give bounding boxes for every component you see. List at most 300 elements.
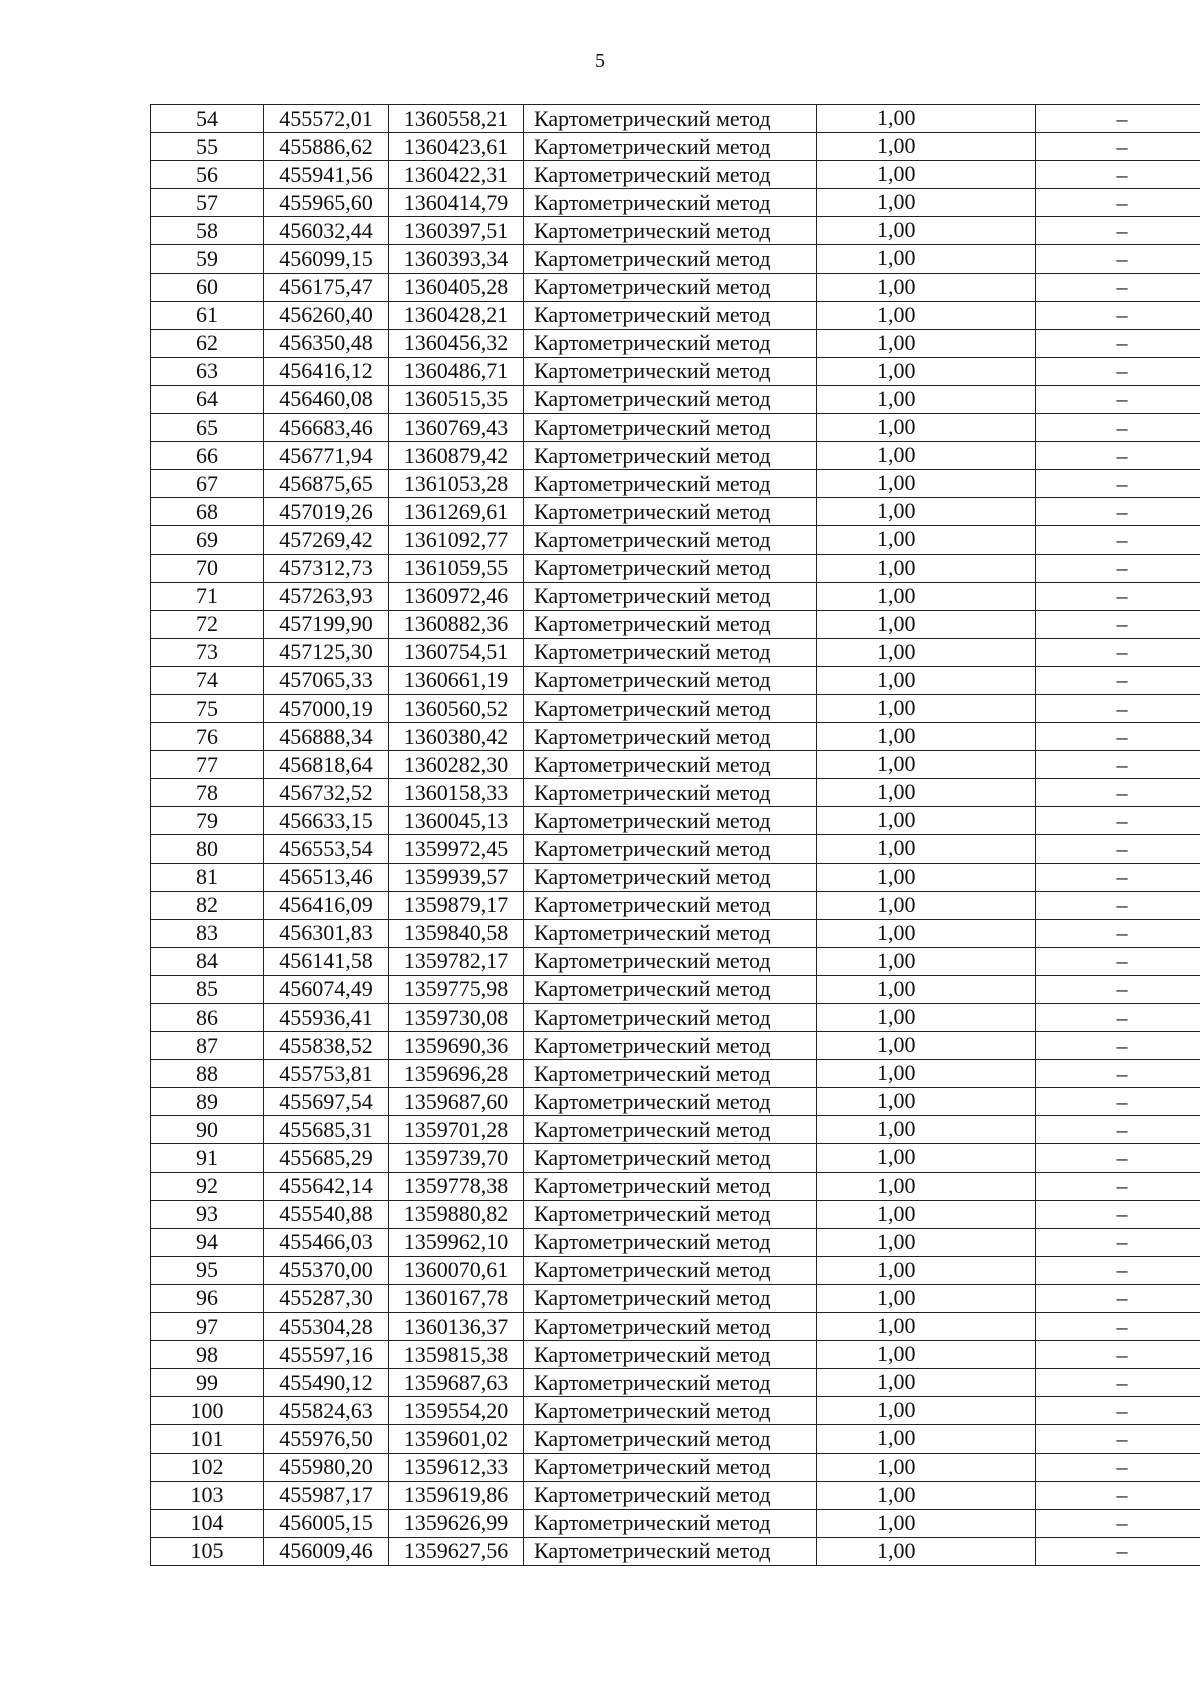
x-coordinate-cell: 455304,28 bbox=[264, 1313, 389, 1341]
point-number-cell: 101 bbox=[151, 1425, 264, 1453]
page-number: 5 bbox=[595, 50, 605, 72]
point-number-cell: 99 bbox=[151, 1369, 264, 1397]
point-number-cell: 78 bbox=[151, 779, 264, 807]
method-cell: Картометрический метод bbox=[524, 807, 817, 835]
x-coordinate-cell: 457065,33 bbox=[264, 666, 389, 694]
y-coordinate-cell: 1360972,46 bbox=[389, 582, 524, 610]
table-row bbox=[151, 891, 1200, 919]
method-cell: Картометрический метод bbox=[524, 1341, 817, 1369]
x-coordinate-cell: 455936,41 bbox=[264, 1004, 389, 1032]
table-row bbox=[151, 1369, 1200, 1397]
description-cell: – bbox=[1036, 442, 1200, 470]
description-cell: – bbox=[1036, 470, 1200, 498]
method-cell: Картометрический метод bbox=[524, 1481, 817, 1509]
accuracy-cell: 1,00 bbox=[817, 554, 1036, 582]
x-coordinate-cell: 455886,62 bbox=[264, 133, 389, 161]
method-cell: Картометрический метод bbox=[524, 1537, 817, 1565]
method-cell: Картометрический метод bbox=[524, 919, 817, 947]
x-coordinate-cell: 455753,81 bbox=[264, 1060, 389, 1088]
description-cell: – bbox=[1036, 1453, 1200, 1481]
method-cell: Картометрический метод bbox=[524, 1228, 817, 1256]
y-coordinate-cell: 1360405,28 bbox=[389, 273, 524, 301]
table-row bbox=[151, 723, 1200, 751]
y-coordinate-cell: 1360167,78 bbox=[389, 1284, 524, 1312]
x-coordinate-cell: 455838,52 bbox=[264, 1032, 389, 1060]
description-cell: – bbox=[1036, 975, 1200, 1003]
method-cell: Картометрический метод bbox=[524, 863, 817, 891]
accuracy-cell: 1,00 bbox=[817, 723, 1036, 751]
y-coordinate-cell: 1359880,82 bbox=[389, 1200, 524, 1228]
method-cell: Картометрический метод bbox=[524, 835, 817, 863]
method-cell: Картометрический метод bbox=[524, 1144, 817, 1172]
table-row bbox=[151, 133, 1200, 161]
y-coordinate-cell: 1359627,56 bbox=[389, 1537, 524, 1565]
method-cell: Картометрический метод bbox=[524, 1060, 817, 1088]
description-cell: – bbox=[1036, 105, 1200, 133]
method-cell: Картометрический метод bbox=[524, 470, 817, 498]
accuracy-cell: 1,00 bbox=[817, 245, 1036, 273]
y-coordinate-cell: 1360380,42 bbox=[389, 723, 524, 751]
accuracy-cell: 1,00 bbox=[817, 1200, 1036, 1228]
point-number-cell: 100 bbox=[151, 1397, 264, 1425]
x-coordinate-cell: 455370,00 bbox=[264, 1256, 389, 1284]
y-coordinate-cell: 1359696,28 bbox=[389, 1060, 524, 1088]
x-coordinate-cell: 455685,31 bbox=[264, 1116, 389, 1144]
method-cell: Картометрический метод bbox=[524, 1284, 817, 1312]
x-coordinate-cell: 455466,03 bbox=[264, 1228, 389, 1256]
y-coordinate-cell: 1359619,86 bbox=[389, 1481, 524, 1509]
y-coordinate-cell: 1360070,61 bbox=[389, 1256, 524, 1284]
x-coordinate-cell: 456416,12 bbox=[264, 357, 389, 385]
table-row bbox=[151, 779, 1200, 807]
method-cell: Картометрический метод bbox=[524, 1509, 817, 1537]
table-row bbox=[151, 273, 1200, 301]
point-number-cell: 61 bbox=[151, 301, 264, 329]
description-cell: – bbox=[1036, 582, 1200, 610]
x-coordinate-cell: 455941,56 bbox=[264, 161, 389, 189]
description-cell: – bbox=[1036, 1425, 1200, 1453]
x-coordinate-cell: 455287,30 bbox=[264, 1284, 389, 1312]
accuracy-cell: 1,00 bbox=[817, 1228, 1036, 1256]
point-number-cell: 75 bbox=[151, 694, 264, 722]
x-coordinate-cell: 456416,09 bbox=[264, 891, 389, 919]
description-cell: – bbox=[1036, 666, 1200, 694]
y-coordinate-cell: 1360397,51 bbox=[389, 217, 524, 245]
description-cell: – bbox=[1036, 414, 1200, 442]
accuracy-cell: 1,00 bbox=[817, 1116, 1036, 1144]
point-number-cell: 94 bbox=[151, 1228, 264, 1256]
point-number-cell: 69 bbox=[151, 526, 264, 554]
point-number-cell: 54 bbox=[151, 105, 264, 133]
x-coordinate-cell: 456074,49 bbox=[264, 975, 389, 1003]
accuracy-cell: 1,00 bbox=[817, 751, 1036, 779]
table-row bbox=[151, 807, 1200, 835]
description-cell: – bbox=[1036, 751, 1200, 779]
y-coordinate-cell: 1359775,98 bbox=[389, 975, 524, 1003]
y-coordinate-cell: 1360515,35 bbox=[389, 385, 524, 413]
y-coordinate-cell: 1361059,55 bbox=[389, 554, 524, 582]
y-coordinate-cell: 1360879,42 bbox=[389, 442, 524, 470]
x-coordinate-cell: 455685,29 bbox=[264, 1144, 389, 1172]
method-cell: Картометрический метод bbox=[524, 891, 817, 919]
description-cell: – bbox=[1036, 610, 1200, 638]
point-number-cell: 66 bbox=[151, 442, 264, 470]
description-cell: – bbox=[1036, 498, 1200, 526]
accuracy-cell: 1,00 bbox=[817, 694, 1036, 722]
table-row bbox=[151, 217, 1200, 245]
x-coordinate-cell: 456888,34 bbox=[264, 723, 389, 751]
accuracy-cell: 1,00 bbox=[817, 947, 1036, 975]
table-row bbox=[151, 105, 1200, 133]
point-number-cell: 64 bbox=[151, 385, 264, 413]
point-number-cell: 95 bbox=[151, 1256, 264, 1284]
x-coordinate-cell: 456032,44 bbox=[264, 217, 389, 245]
description-cell: – bbox=[1036, 329, 1200, 357]
table-row bbox=[151, 442, 1200, 470]
x-coordinate-cell: 455980,20 bbox=[264, 1453, 389, 1481]
y-coordinate-cell: 1360282,30 bbox=[389, 751, 524, 779]
x-coordinate-cell: 455987,17 bbox=[264, 1481, 389, 1509]
table-row bbox=[151, 301, 1200, 329]
accuracy-cell: 1,00 bbox=[817, 1509, 1036, 1537]
table-row bbox=[151, 1228, 1200, 1256]
accuracy-cell: 1,00 bbox=[817, 1425, 1036, 1453]
table-row bbox=[151, 1425, 1200, 1453]
method-cell: Картометрический метод bbox=[524, 947, 817, 975]
x-coordinate-cell: 456460,08 bbox=[264, 385, 389, 413]
y-coordinate-cell: 1359687,60 bbox=[389, 1088, 524, 1116]
x-coordinate-cell: 457125,30 bbox=[264, 638, 389, 666]
accuracy-cell: 1,00 bbox=[817, 470, 1036, 498]
x-coordinate-cell: 457019,26 bbox=[264, 498, 389, 526]
x-coordinate-cell: 457263,93 bbox=[264, 582, 389, 610]
table-row bbox=[151, 470, 1200, 498]
y-coordinate-cell: 1359939,57 bbox=[389, 863, 524, 891]
table-row bbox=[151, 638, 1200, 666]
x-coordinate-cell: 455642,14 bbox=[264, 1172, 389, 1200]
point-number-cell: 83 bbox=[151, 919, 264, 947]
table-row bbox=[151, 245, 1200, 273]
description-cell: – bbox=[1036, 1481, 1200, 1509]
method-cell: Картометрический метод bbox=[524, 779, 817, 807]
table-row bbox=[151, 863, 1200, 891]
method-cell: Картометрический метод bbox=[524, 1397, 817, 1425]
y-coordinate-cell: 1359554,20 bbox=[389, 1397, 524, 1425]
accuracy-cell: 1,00 bbox=[817, 442, 1036, 470]
accuracy-cell: 1,00 bbox=[817, 1369, 1036, 1397]
description-cell: – bbox=[1036, 694, 1200, 722]
accuracy-cell: 1,00 bbox=[817, 329, 1036, 357]
coordinates-table bbox=[150, 104, 1200, 1566]
x-coordinate-cell: 456009,46 bbox=[264, 1537, 389, 1565]
description-cell: – bbox=[1036, 723, 1200, 751]
point-number-cell: 67 bbox=[151, 470, 264, 498]
x-coordinate-cell: 455597,16 bbox=[264, 1341, 389, 1369]
description-cell: – bbox=[1036, 807, 1200, 835]
table-row bbox=[151, 161, 1200, 189]
description-cell: – bbox=[1036, 1313, 1200, 1341]
x-coordinate-cell: 457312,73 bbox=[264, 554, 389, 582]
method-cell: Картометрический метод bbox=[524, 189, 817, 217]
point-number-cell: 85 bbox=[151, 975, 264, 1003]
accuracy-cell: 1,00 bbox=[817, 779, 1036, 807]
table-row bbox=[151, 919, 1200, 947]
point-number-cell: 97 bbox=[151, 1313, 264, 1341]
table-row bbox=[151, 1481, 1200, 1509]
x-coordinate-cell: 457000,19 bbox=[264, 694, 389, 722]
y-coordinate-cell: 1359782,17 bbox=[389, 947, 524, 975]
description-cell: – bbox=[1036, 357, 1200, 385]
description-cell: – bbox=[1036, 1256, 1200, 1284]
y-coordinate-cell: 1361092,77 bbox=[389, 526, 524, 554]
method-cell: Картометрический метод bbox=[524, 666, 817, 694]
x-coordinate-cell: 456683,46 bbox=[264, 414, 389, 442]
x-coordinate-cell: 456732,52 bbox=[264, 779, 389, 807]
point-number-cell: 71 bbox=[151, 582, 264, 610]
table-row bbox=[151, 1032, 1200, 1060]
x-coordinate-cell: 456818,64 bbox=[264, 751, 389, 779]
method-cell: Картометрический метод bbox=[524, 638, 817, 666]
y-coordinate-cell: 1359972,45 bbox=[389, 835, 524, 863]
table-row bbox=[151, 414, 1200, 442]
description-cell: – bbox=[1036, 1200, 1200, 1228]
description-cell: – bbox=[1036, 919, 1200, 947]
x-coordinate-cell: 455965,60 bbox=[264, 189, 389, 217]
description-cell: – bbox=[1036, 217, 1200, 245]
method-cell: Картометрический метод bbox=[524, 1032, 817, 1060]
table-row bbox=[151, 1341, 1200, 1369]
y-coordinate-cell: 1360422,31 bbox=[389, 161, 524, 189]
method-cell: Картометрический метод bbox=[524, 1425, 817, 1453]
method-cell: Картометрический метод bbox=[524, 161, 817, 189]
table-row bbox=[151, 357, 1200, 385]
table-row bbox=[151, 1200, 1200, 1228]
table-row bbox=[151, 1256, 1200, 1284]
point-number-cell: 76 bbox=[151, 723, 264, 751]
y-coordinate-cell: 1359879,17 bbox=[389, 891, 524, 919]
point-number-cell: 84 bbox=[151, 947, 264, 975]
point-number-cell: 96 bbox=[151, 1284, 264, 1312]
table-row bbox=[151, 554, 1200, 582]
point-number-cell: 74 bbox=[151, 666, 264, 694]
point-number-cell: 89 bbox=[151, 1088, 264, 1116]
point-number-cell: 56 bbox=[151, 161, 264, 189]
accuracy-cell: 1,00 bbox=[817, 1397, 1036, 1425]
description-cell: – bbox=[1036, 947, 1200, 975]
accuracy-cell: 1,00 bbox=[817, 301, 1036, 329]
point-number-cell: 103 bbox=[151, 1481, 264, 1509]
x-coordinate-cell: 456771,94 bbox=[264, 442, 389, 470]
accuracy-cell: 1,00 bbox=[817, 133, 1036, 161]
y-coordinate-cell: 1359840,58 bbox=[389, 919, 524, 947]
y-coordinate-cell: 1360754,51 bbox=[389, 638, 524, 666]
accuracy-cell: 1,00 bbox=[817, 1537, 1036, 1565]
point-number-cell: 79 bbox=[151, 807, 264, 835]
x-coordinate-cell: 456513,46 bbox=[264, 863, 389, 891]
point-number-cell: 81 bbox=[151, 863, 264, 891]
accuracy-cell: 1,00 bbox=[817, 975, 1036, 1003]
description-cell: – bbox=[1036, 1369, 1200, 1397]
x-coordinate-cell: 455824,63 bbox=[264, 1397, 389, 1425]
y-coordinate-cell: 1360393,34 bbox=[389, 245, 524, 273]
table-row bbox=[151, 329, 1200, 357]
method-cell: Картометрический метод bbox=[524, 245, 817, 273]
point-number-cell: 68 bbox=[151, 498, 264, 526]
y-coordinate-cell: 1359701,28 bbox=[389, 1116, 524, 1144]
point-number-cell: 80 bbox=[151, 835, 264, 863]
y-coordinate-cell: 1360882,36 bbox=[389, 610, 524, 638]
method-cell: Картометрический метод bbox=[524, 301, 817, 329]
point-number-cell: 73 bbox=[151, 638, 264, 666]
table-row bbox=[151, 1116, 1200, 1144]
accuracy-cell: 1,00 bbox=[817, 1481, 1036, 1509]
point-number-cell: 92 bbox=[151, 1172, 264, 1200]
accuracy-cell: 1,00 bbox=[817, 835, 1036, 863]
description-cell: – bbox=[1036, 1088, 1200, 1116]
description-cell: – bbox=[1036, 1172, 1200, 1200]
y-coordinate-cell: 1359626,99 bbox=[389, 1509, 524, 1537]
method-cell: Картометрический метод bbox=[524, 526, 817, 554]
point-number-cell: 91 bbox=[151, 1144, 264, 1172]
accuracy-cell: 1,00 bbox=[817, 357, 1036, 385]
accuracy-cell: 1,00 bbox=[817, 498, 1036, 526]
description-cell: – bbox=[1036, 1060, 1200, 1088]
point-number-cell: 58 bbox=[151, 217, 264, 245]
accuracy-cell: 1,00 bbox=[817, 161, 1036, 189]
accuracy-cell: 1,00 bbox=[817, 1313, 1036, 1341]
method-cell: Картометрический метод bbox=[524, 751, 817, 779]
description-cell: – bbox=[1036, 161, 1200, 189]
accuracy-cell: 1,00 bbox=[817, 582, 1036, 610]
x-coordinate-cell: 456553,54 bbox=[264, 835, 389, 863]
description-cell: – bbox=[1036, 1144, 1200, 1172]
method-cell: Картометрический метод bbox=[524, 582, 817, 610]
x-coordinate-cell: 456260,40 bbox=[264, 301, 389, 329]
point-number-cell: 102 bbox=[151, 1453, 264, 1481]
table-row bbox=[151, 526, 1200, 554]
method-cell: Картометрический метод bbox=[524, 329, 817, 357]
point-number-cell: 93 bbox=[151, 1200, 264, 1228]
x-coordinate-cell: 456875,65 bbox=[264, 470, 389, 498]
table-row bbox=[151, 1284, 1200, 1312]
accuracy-cell: 1,00 bbox=[817, 1088, 1036, 1116]
method-cell: Картометрический метод bbox=[524, 1256, 817, 1284]
accuracy-cell: 1,00 bbox=[817, 273, 1036, 301]
table-row bbox=[151, 1453, 1200, 1481]
x-coordinate-cell: 456350,48 bbox=[264, 329, 389, 357]
point-number-cell: 57 bbox=[151, 189, 264, 217]
y-coordinate-cell: 1359815,38 bbox=[389, 1341, 524, 1369]
point-number-cell: 72 bbox=[151, 610, 264, 638]
y-coordinate-cell: 1360158,33 bbox=[389, 779, 524, 807]
table-row bbox=[151, 189, 1200, 217]
description-cell: – bbox=[1036, 385, 1200, 413]
table-row bbox=[151, 1509, 1200, 1537]
table-row bbox=[151, 1172, 1200, 1200]
method-cell: Картометрический метод bbox=[524, 217, 817, 245]
table-row bbox=[151, 1144, 1200, 1172]
point-number-cell: 59 bbox=[151, 245, 264, 273]
table-row bbox=[151, 947, 1200, 975]
table-row bbox=[151, 1088, 1200, 1116]
accuracy-cell: 1,00 bbox=[817, 1032, 1036, 1060]
description-cell: – bbox=[1036, 863, 1200, 891]
point-number-cell: 63 bbox=[151, 357, 264, 385]
point-number-cell: 65 bbox=[151, 414, 264, 442]
description-cell: – bbox=[1036, 835, 1200, 863]
y-coordinate-cell: 1359687,63 bbox=[389, 1369, 524, 1397]
description-cell: – bbox=[1036, 779, 1200, 807]
method-cell: Картометрический метод bbox=[524, 1172, 817, 1200]
description-cell: – bbox=[1036, 1116, 1200, 1144]
accuracy-cell: 1,00 bbox=[817, 105, 1036, 133]
accuracy-cell: 1,00 bbox=[817, 1172, 1036, 1200]
x-coordinate-cell: 455572,01 bbox=[264, 105, 389, 133]
description-cell: – bbox=[1036, 245, 1200, 273]
accuracy-cell: 1,00 bbox=[817, 217, 1036, 245]
method-cell: Картометрический метод bbox=[524, 975, 817, 1003]
method-cell: Картометрический метод bbox=[524, 1088, 817, 1116]
point-number-cell: 90 bbox=[151, 1116, 264, 1144]
accuracy-cell: 1,00 bbox=[817, 1144, 1036, 1172]
description-cell: – bbox=[1036, 1537, 1200, 1565]
method-cell: Картометрический метод bbox=[524, 1200, 817, 1228]
table-row bbox=[151, 694, 1200, 722]
method-cell: Картометрический метод bbox=[524, 133, 817, 161]
accuracy-cell: 1,00 bbox=[817, 526, 1036, 554]
method-cell: Картометрический метод bbox=[524, 1116, 817, 1144]
x-coordinate-cell: 457199,90 bbox=[264, 610, 389, 638]
accuracy-cell: 1,00 bbox=[817, 1060, 1036, 1088]
accuracy-cell: 1,00 bbox=[817, 1256, 1036, 1284]
x-coordinate-cell: 456005,15 bbox=[264, 1509, 389, 1537]
method-cell: Картометрический метод bbox=[524, 442, 817, 470]
y-coordinate-cell: 1360456,32 bbox=[389, 329, 524, 357]
table-row bbox=[151, 385, 1200, 413]
description-cell: – bbox=[1036, 554, 1200, 582]
table-row bbox=[151, 666, 1200, 694]
method-cell: Картометрический метод bbox=[524, 105, 817, 133]
table-row bbox=[151, 975, 1200, 1003]
x-coordinate-cell: 456099,15 bbox=[264, 245, 389, 273]
method-cell: Картометрический метод bbox=[524, 723, 817, 751]
accuracy-cell: 1,00 bbox=[817, 666, 1036, 694]
method-cell: Картометрический метод bbox=[524, 1313, 817, 1341]
method-cell: Картометрический метод bbox=[524, 385, 817, 413]
method-cell: Картометрический метод bbox=[524, 1004, 817, 1032]
table-row bbox=[151, 1313, 1200, 1341]
y-coordinate-cell: 1359690,36 bbox=[389, 1032, 524, 1060]
table-row bbox=[151, 1537, 1200, 1565]
description-cell: – bbox=[1036, 891, 1200, 919]
x-coordinate-cell: 455976,50 bbox=[264, 1425, 389, 1453]
description-cell: – bbox=[1036, 1284, 1200, 1312]
method-cell: Картометрический метод bbox=[524, 1453, 817, 1481]
y-coordinate-cell: 1361053,28 bbox=[389, 470, 524, 498]
accuracy-cell: 1,00 bbox=[817, 807, 1036, 835]
description-cell: – bbox=[1036, 526, 1200, 554]
accuracy-cell: 1,00 bbox=[817, 385, 1036, 413]
y-coordinate-cell: 1360769,43 bbox=[389, 414, 524, 442]
y-coordinate-cell: 1359601,02 bbox=[389, 1425, 524, 1453]
table-row bbox=[151, 835, 1200, 863]
y-coordinate-cell: 1360486,71 bbox=[389, 357, 524, 385]
description-cell: – bbox=[1036, 273, 1200, 301]
table-row bbox=[151, 1004, 1200, 1032]
point-number-cell: 62 bbox=[151, 329, 264, 357]
x-coordinate-cell: 456301,83 bbox=[264, 919, 389, 947]
point-number-cell: 105 bbox=[151, 1537, 264, 1565]
